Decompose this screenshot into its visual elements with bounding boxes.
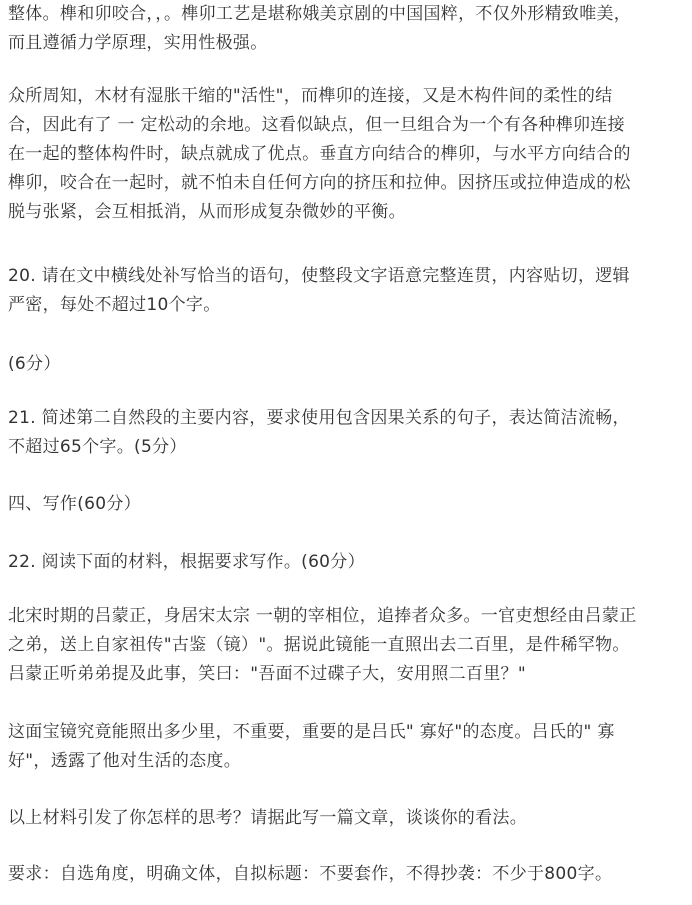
text-line: 北宋时期的吕蒙正，身居宋太宗 一朝的宰相位，追捧者众多。一官吏想经由吕蒙正 (8, 606, 637, 626)
text-line: 20. 请在文中横线处补写恰当的语句，使整段文字语意完整连贯，内容贴切，逻辑 (8, 266, 630, 286)
text-line: 这面宝镜究竟能照出多少里，不重要，重要的是吕氏" 寡好"的态度。吕氏的" 寡 (8, 722, 615, 742)
text-line: (6分） (8, 354, 61, 374)
text-line: 要求：自选角度，明确文体，自拟标题：不要套作，不得抄袭：不少于800字。 (8, 864, 613, 884)
question-20-score (8, 350, 61, 379)
text-line: 吕蒙正听弟弟提及此事，笑曰："吾面不过碟子大，安用照二百里？" (8, 664, 526, 684)
text-line: 榫卯，咬合在一起时，就不怕未自任何方向的挤压和拉伸。因挤压或拉伸造成的松 (8, 173, 631, 193)
text-line: 22. 阅读下面的材料，根据要求写作。(60分） (8, 552, 365, 572)
text-line: 四、写作(60分） (8, 494, 141, 514)
question-20 (8, 262, 630, 320)
section-heading-writing (8, 490, 141, 519)
paragraph-sunmao-intro (8, 0, 631, 58)
paragraph-wood-properties (8, 82, 631, 227)
question-21 (8, 404, 630, 462)
text-line: 之弟，送上自家祖传"古鉴（镜）"。据说此镜能一直照出去二百里，是件稀罕物。 (8, 635, 630, 655)
text-line: 脱与张紧，会互相抵消，从而形成复杂微妙的平衡。 (8, 202, 406, 222)
text-line: 不超过65个字。(5分） (8, 437, 187, 457)
question-22 (8, 548, 365, 577)
text-line: 严密，每处不超过10个字。 (8, 295, 221, 315)
material-lv-mengzheng (8, 602, 637, 689)
text-line: 以上材料引发了你怎样的思考？请据此写一篇文章，谈谈你的看法。 (8, 808, 527, 828)
text-line: 21. 简述第二自然段的主要内容，要求使用包含因果关系的句子，表达简洁流畅， (8, 408, 630, 428)
text-line: 整体。榫和卯咬合，，。榫卯工艺是堪称娥美京剧的中国国粹，不仅外形精致唯美， (8, 4, 632, 24)
writing-requirements (8, 860, 612, 889)
material-commentary (8, 718, 615, 776)
text-line: 而且遵循力学原理，实用性极强。 (8, 33, 268, 53)
text-line: 合，因此有了 一 定松动的余地。这看似缺点，但一旦组合为一个有各种榫卯连接 (8, 115, 625, 135)
writing-prompt (8, 804, 527, 833)
text-line: 众所周知，木材有湿胀干缩的"活性"，而榫卯的连接，又是木构件间的柔性的结 (8, 86, 613, 106)
text-line: 在一起的整体构件时，缺点就成了优点。垂直方向结合的榫卯，与水平方向结合的 (8, 144, 631, 164)
text-line: 好"，透露了他对生活的态度。 (8, 751, 242, 771)
